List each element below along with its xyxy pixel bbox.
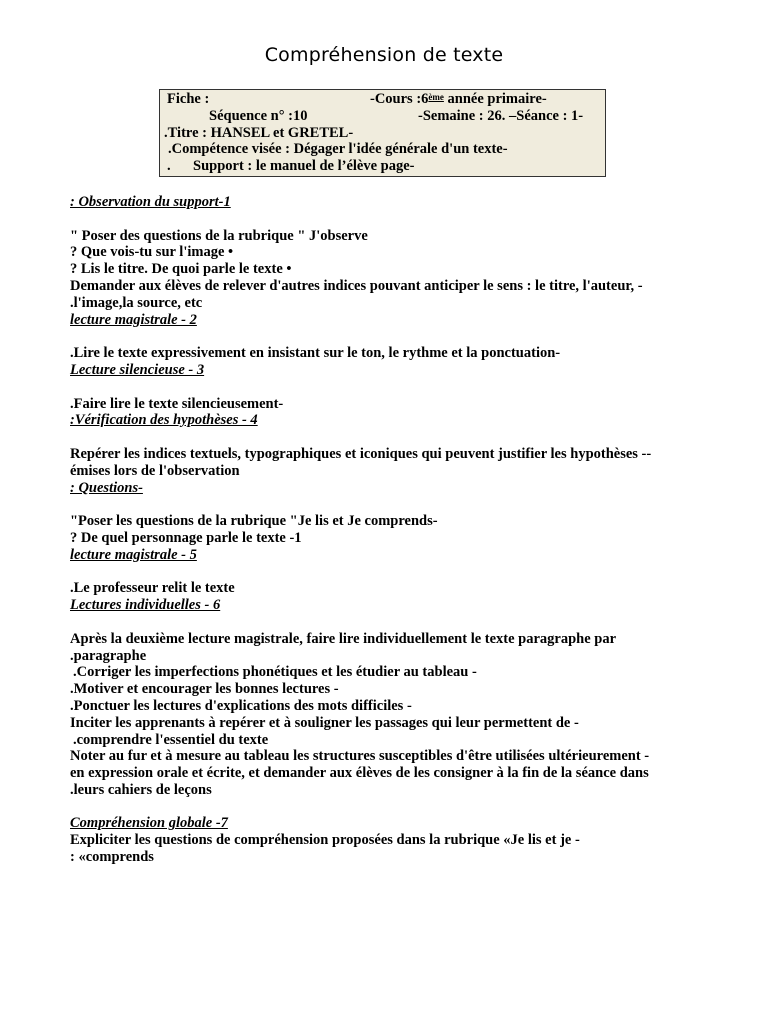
body-line: .l'image,la source, etc xyxy=(70,294,203,311)
body-line: Repérer les indices textuels, typographiques et iconiques qui peuvent justifier les hypothèses -- xyxy=(70,445,652,462)
body-line: en expression orale et écrite, et demander aux élèves de les consigner à la fin de la séance dans xyxy=(70,765,649,782)
body-line: .paragraphe xyxy=(70,647,147,664)
body-line: ? Lis le titre. De quoi parle le texte • xyxy=(70,261,292,278)
lesson-title: .Titre : HANSEL et GRETEL- xyxy=(164,124,354,141)
section-heading-5: lecture magistrale - 5 xyxy=(70,546,197,563)
section-subheading-questions: : Questions- xyxy=(70,479,143,496)
semaine-seance: -Semaine : 26. –Séance : 1- xyxy=(418,107,584,124)
body-line: .Faire lire le texte silencieusement- xyxy=(70,395,284,412)
cours-info xyxy=(370,91,547,108)
body-line: émises lors de l'observation xyxy=(70,462,240,479)
page-title: Compréhension de texte xyxy=(264,44,504,66)
body-line: Noter au fur et à mesure au tableau les structures susceptibles d'être utilisées ultérieurement - xyxy=(70,748,650,765)
support: Support : le manuel de l’élève page- xyxy=(193,158,415,175)
cours-superscript: ème xyxy=(428,92,444,102)
sequence-number: Séquence n° :10 xyxy=(209,107,308,124)
competence: .Compétence visée : Dégager l'idée générale d'un texte- xyxy=(168,141,508,158)
body-line: ? Que vois-tu sur l'image • xyxy=(70,244,234,261)
body-line: "Poser les questions de la rubrique "Je lis et Je comprends- xyxy=(70,513,438,530)
lesson-content xyxy=(70,194,710,866)
body-line: Expliciter les questions de compréhension proposées dans la rubrique «Je lis et je - xyxy=(70,832,580,849)
fiche-label: Fiche : xyxy=(167,91,210,107)
body-line: Demander aux élèves de relever d'autres indices pouvant anticiper le sens : le titre, l'auteur, - xyxy=(70,277,643,294)
body-line: .comprendre l'essentiel du texte xyxy=(73,731,269,748)
section-heading-4: :Vérification des hypothèses - 4 xyxy=(70,412,258,429)
body-line: Inciter les apprenants à repérer et à souligner les passages qui leur permettent de - xyxy=(70,714,579,731)
body-line: Après la deuxième lecture magistrale, faire lire individuellement le texte paragraphe par xyxy=(70,630,617,647)
info-line-sequence xyxy=(164,108,601,125)
section-heading-1: : Observation du support-1 xyxy=(70,194,231,210)
body-line: .Le professeur relit le texte xyxy=(70,580,235,597)
body-line: : «comprends xyxy=(70,849,154,866)
cours-suffix: année primaire- xyxy=(443,91,547,107)
body-line: .Ponctuer les lectures d'explications des mots difficiles - xyxy=(70,697,412,714)
info-line-competence xyxy=(164,141,601,158)
body-line: ? De quel personnage parle le texte -1 xyxy=(70,529,302,546)
info-line-support xyxy=(164,158,601,175)
support-dot: . xyxy=(167,158,171,175)
lesson-info-box xyxy=(159,89,606,177)
info-line-titre xyxy=(164,125,601,142)
body-line: .leurs cahiers de leçons xyxy=(70,781,212,798)
section-heading-6: Lectures individuelles - 6 xyxy=(70,597,221,614)
info-line-fiche xyxy=(164,91,601,108)
body-line: .Motiver et encourager les bonnes lectures - xyxy=(70,681,339,698)
section-heading-3: Lecture silencieuse - 3 xyxy=(70,361,205,378)
cours-prefix: -Cours :6 xyxy=(370,91,429,107)
section-heading-2: lecture magistrale - 2 xyxy=(70,311,197,328)
body-line: .Corriger les imperfections phonétiques et les étudier au tableau - xyxy=(73,664,477,681)
body-line: .Lire le texte expressivement en insistant sur le ton, le rythme et la ponctuation- xyxy=(70,345,561,362)
body-line: " Poser des questions de la rubrique " J'observe xyxy=(70,227,368,244)
section-heading-7: Compréhension globale -7 xyxy=(70,815,228,832)
